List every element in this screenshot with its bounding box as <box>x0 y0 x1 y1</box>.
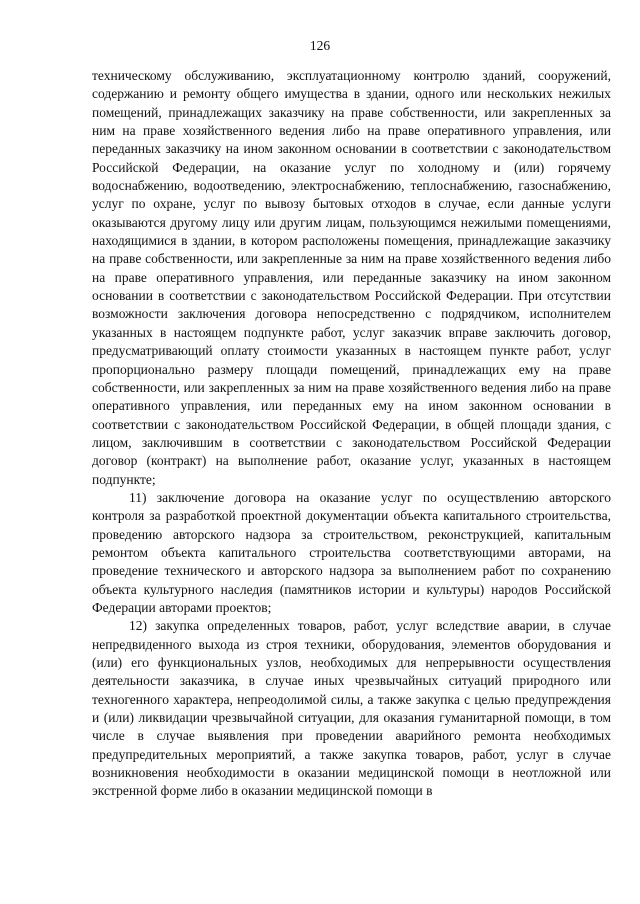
page-number: 126 <box>309 38 331 53</box>
paragraph-item-12: 12) закупка определенных товаров, работ, услуг вследствие аварии, в случае непредвиденного выхода из строя техники, оборудования, элементов оборудования и (или) его функциональных узлов, необходимых для непрерывности осуществления деятельности заказчика, в случае иных чрезвычайных ситуаций природного или техногенного характера, непреодолимой силы, а также закупка с целью предупреждения и (или) ликвидации чрезвычайной ситуации, для оказания гуманитарной помощи, в том числе в случае выявления при проведении аварийного ремонта необходимых предупредительных мероприятий, а также закупка товаров, работ, услуг в случае возникновения необходимости в оказании медицинской помощи в неотложной или экстренной форме либо в оказании медицинской помощи в <box>92 618 611 799</box>
document-body <box>92 67 611 801</box>
paragraph-continuation: техническому обслуживанию, эксплуатационному контролю зданий, сооружений, содержанию и ремонту общего имущества в здании, одного или нескольких нежилых помещений, принадлежащих заказчику на праве собственности, или закрепленных за ним на праве хозяйственного ведения либо на праве оперативного управления, или переданных заказчику на ином законном основании в соответствии с законодательством Российской Федерации, на оказание услуг по холодному и (или) горячему водоснабжению, водоотведению, электроснабжению, теплоснабжению, газоснабжению, услуг по охране, услуг по вывозу бытовых отходов в случае, если данные услуги оказываются другому лицу или другим лицам, пользующимся нежилыми помещениями, находящимися в здании, в котором расположены помещения, принадлежащие заказчику на праве собственности, или закрепленные за ним на праве хозяйственного ведения либо на праве оперативного управления, или переданные заказчику на ином законном основании в соответствии с законодательством Российской Федерации. При отсутствии возможности заключения договора непосредственно с подрядчиком, исполнителем указанных в настоящем подпункте работ, услуг заказчик вправе заключить договор, предусматривающий оплату стоимости указанных в настоящем пункте работ, услуг пропорционально размеру площади помещений, принадлежащих ему на праве собственности, или закрепленных за ним на праве хозяйственного ведения либо на праве оперативного управления, или переданных ему на ином законном основании в соответствии с законодательством Российской Федерации, в общей площади здания, с лицом, заключившим в соответствии с законодательством Российской Федерации договор (контракт) на выполнение работ, оказание услуг, указанных в настоящем подпункте; <box>92 68 611 487</box>
paragraph-item-11: 11) заключение договора на оказание услуг по осуществлению авторского контроля за разработкой проектной документации объекта капитального строительства, проведению авторского надзора за строительством, реконструкцией, капитальным ремонтом объекта капитального строительства соответствующими авторами, на проведение технического и авторского надзора за выполнением работ по сохранению объекта культурного наследия (памятников истории и культуры) народов Российской Федерации авторами проектов; <box>92 489 611 615</box>
